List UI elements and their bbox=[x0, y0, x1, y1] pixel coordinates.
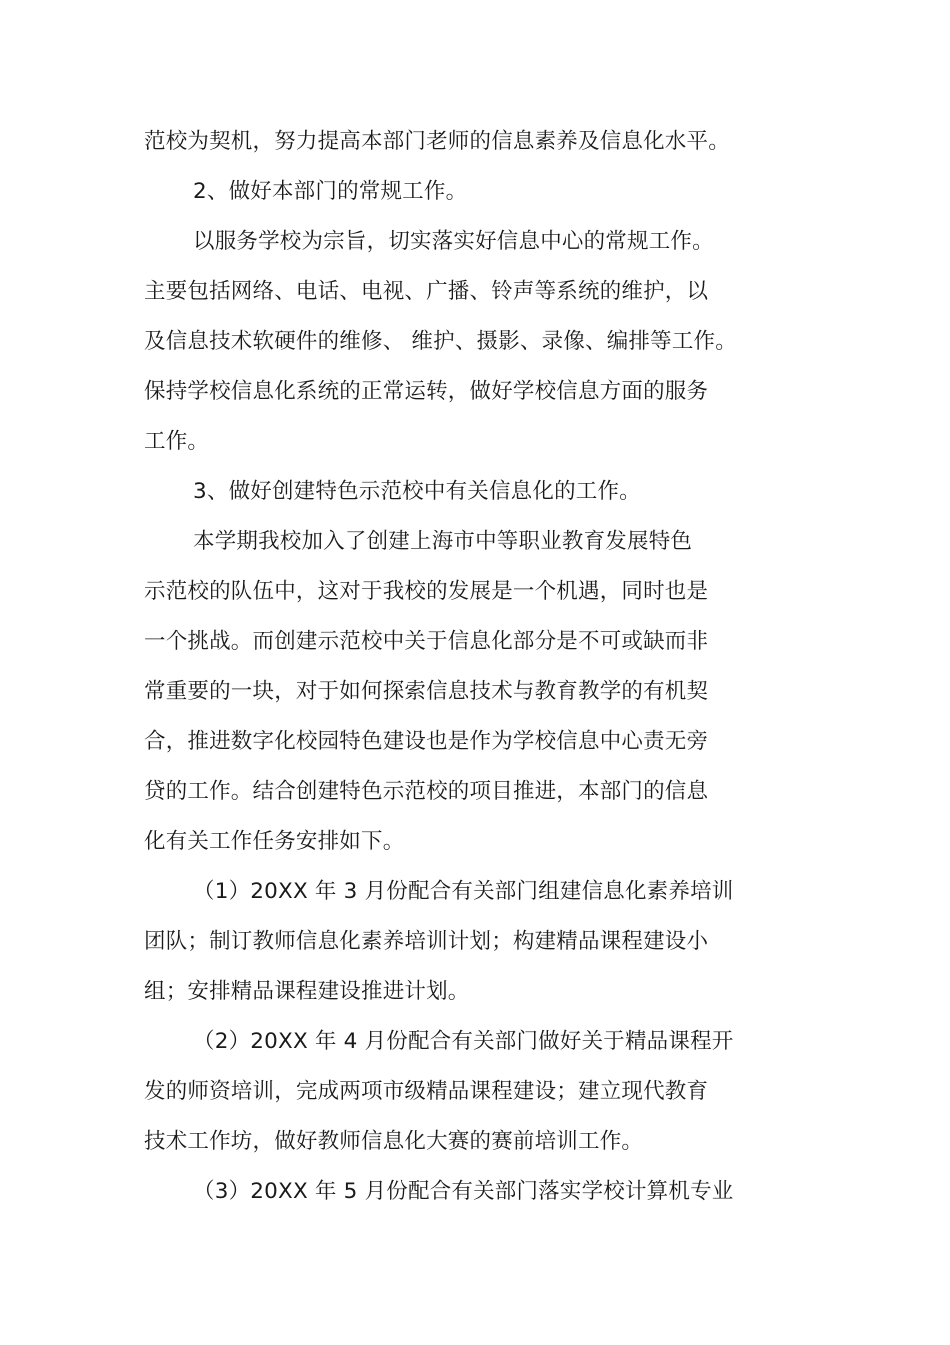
list-item: （3）20XX 年 5 月份配合有关部门落实学校计算机专业 bbox=[193, 1179, 734, 1204]
text-line: 本学期我校加入了创建上海市中等职业教育发展特色 bbox=[193, 529, 693, 554]
text-line: 团队；制订教师信息化素养培训计划；构建精品课程建设小 bbox=[144, 929, 709, 954]
text-line: 范校为契机，努力提高本部门老师的信息素养及信息化水平。 bbox=[144, 129, 730, 154]
text-line: 常重要的一块，对于如何探索信息技术与教育教学的有机契 bbox=[144, 679, 709, 704]
text-line: 工作。 bbox=[144, 429, 210, 454]
text-line: 保持学校信息化系统的正常运转，做好学校信息方面的服务 bbox=[144, 379, 709, 404]
text-line: 示范校的队伍中，这对于我校的发展是一个机遇，同时也是 bbox=[144, 579, 709, 604]
text-line: 一个挑战。而创建示范校中关于信息化部分是不可或缺而非 bbox=[144, 629, 709, 654]
text-line: 及信息技术软硬件的维修、 维护、摄影、录像、编排等工作。 bbox=[144, 329, 737, 354]
section-heading: 2、做好本部门的常规工作。 bbox=[193, 179, 468, 204]
text-line: 合，推进数字化校园特色建设也是作为学校信息中心责无旁 bbox=[144, 729, 709, 754]
text-line: 技术工作坊，做好教师信息化大赛的赛前培训工作。 bbox=[144, 1129, 644, 1154]
text-line: 主要包括网络、电话、电视、广播、铃声等系统的维护，以 bbox=[144, 279, 709, 304]
text-line: 化有关工作任务安排如下。 bbox=[144, 829, 405, 854]
list-item: （1）20XX 年 3 月份配合有关部门组建信息化素养培训 bbox=[193, 879, 734, 904]
list-item: （2）20XX 年 4 月份配合有关部门做好关于精品课程开 bbox=[193, 1029, 734, 1054]
text-line: 以服务学校为宗旨，切实落实好信息中心的常规工作。 bbox=[193, 229, 714, 254]
text-line: 组；安排精品课程建设推进计划。 bbox=[144, 979, 470, 1004]
text-line: 发的师资培训，完成两项市级精品课程建设；建立现代教育 bbox=[144, 1079, 709, 1104]
text-line: 贷的工作。结合创建特色示范校的项目推进，本部门的信息 bbox=[144, 779, 709, 804]
section-heading: 3、做好创建特色示范校中有关信息化的工作。 bbox=[193, 479, 641, 504]
